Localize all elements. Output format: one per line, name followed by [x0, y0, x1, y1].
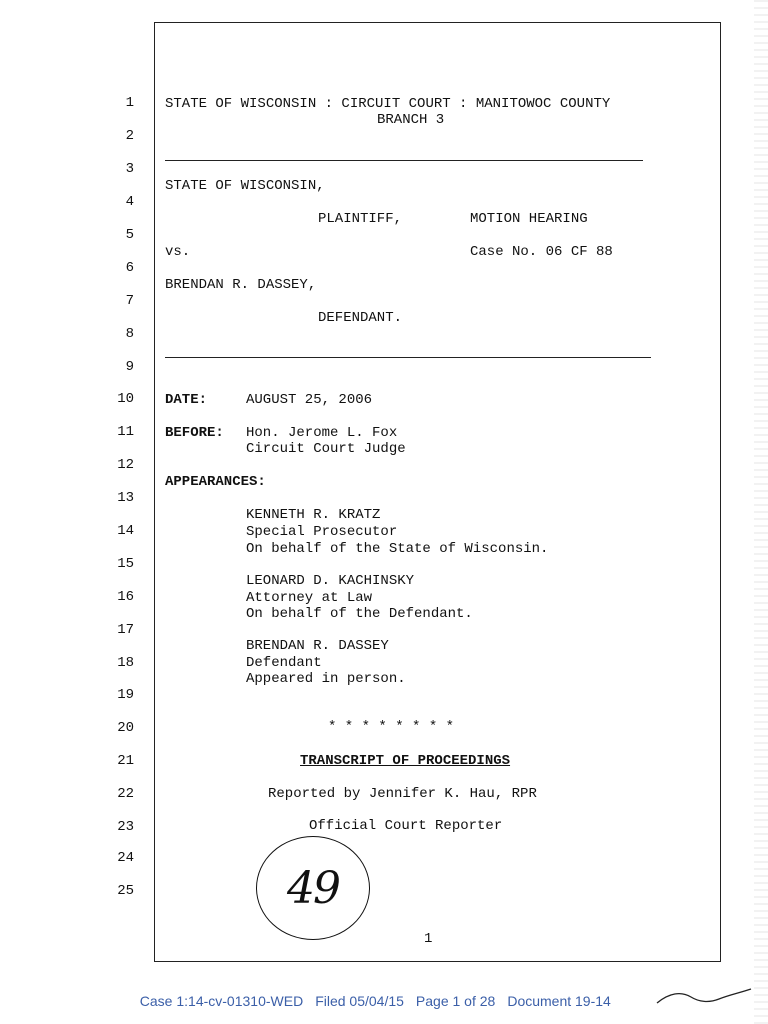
- reporter-title: Official Court Reporter: [309, 818, 503, 834]
- line-number: 19: [117, 687, 134, 703]
- plaintiff-name: STATE OF WISCONSIN,: [165, 178, 325, 194]
- line-number: 21: [117, 753, 134, 769]
- filing-footer: [132, 977, 623, 1009]
- line-number: 6: [125, 260, 134, 276]
- line-number: 7: [125, 293, 134, 309]
- date-label: DATE:: [165, 392, 208, 408]
- line-number: 16: [117, 589, 134, 605]
- line-number: 1: [125, 95, 134, 111]
- line-number: 20: [117, 720, 134, 736]
- exhibit-stamp-circle: [256, 836, 370, 940]
- line-number: 2: [125, 128, 134, 144]
- reported-by: Reported by Jennifer K. Hau, RPR: [268, 786, 537, 802]
- appearance-behalf: On behalf of the Defendant.: [246, 606, 473, 622]
- appearance-name: KENNETH R. KRATZ: [246, 507, 381, 523]
- line-number: 12: [117, 457, 134, 473]
- caption-rule-top: [165, 160, 643, 161]
- footer-document-number: Document 19-14: [507, 993, 611, 1009]
- hearing-type: MOTION HEARING: [470, 211, 588, 227]
- line-number: 23: [117, 819, 134, 835]
- line-number: 5: [125, 227, 134, 243]
- line-number: 22: [117, 786, 134, 802]
- caption-rule-bottom: [165, 357, 651, 358]
- appearance-title: Defendant: [246, 655, 322, 671]
- defendant-name: BRENDAN R. DASSEY,: [165, 277, 317, 293]
- exhibit-stamp-number: 49: [287, 862, 339, 914]
- court-branch: BRANCH 3: [377, 112, 445, 128]
- defendant-role: DEFENDANT.: [318, 310, 403, 326]
- before-label: BEFORE:: [165, 425, 224, 441]
- line-number: 13: [117, 490, 134, 506]
- line-number: 18: [117, 655, 134, 671]
- appearance-title: Attorney at Law: [246, 590, 373, 606]
- case-number: Case No. 06 CF 88: [470, 244, 613, 260]
- judge-name: Hon. Jerome L. Fox: [246, 425, 398, 441]
- line-number: 17: [117, 622, 134, 638]
- court-heading: STATE OF WISCONSIN : CIRCUIT COURT : MANITOWOC COUNTY: [165, 96, 611, 112]
- line-number: 24: [117, 850, 134, 866]
- plaintiff-role: PLAINTIFF,: [318, 211, 403, 227]
- page-number: 1: [424, 931, 433, 947]
- line-number: 10: [117, 391, 134, 407]
- appearance-name: LEONARD D. KACHINSKY: [246, 573, 415, 589]
- line-number: 4: [125, 194, 134, 210]
- footer-page-count: Page 1 of 28: [415, 993, 496, 1009]
- line-number: 15: [117, 556, 134, 572]
- footer-filed-date: Filed 05/04/15: [315, 993, 404, 1009]
- line-number: 9: [125, 359, 134, 375]
- line-number: 14: [117, 523, 134, 539]
- line-number: 8: [125, 326, 134, 342]
- line-number: 3: [125, 161, 134, 177]
- line-number: 25: [117, 883, 134, 899]
- transcript-title: TRANSCRIPT OF PROCEEDINGS: [300, 753, 511, 769]
- scan-edge-artifact: [754, 0, 768, 1024]
- appearance-behalf: Appeared in person.: [246, 671, 406, 687]
- date-value: AUGUST 25, 2006: [246, 392, 373, 408]
- appearance-behalf: On behalf of the State of Wisconsin.: [246, 541, 549, 557]
- appearance-title: Special Prosecutor: [246, 524, 398, 540]
- signature-mark: [655, 985, 755, 1011]
- appearances-label: APPEARANCES:: [165, 474, 266, 490]
- judge-title: Circuit Court Judge: [246, 441, 406, 457]
- line-number: 11: [117, 424, 134, 440]
- asterisk-divider: * * * * * * * *: [328, 719, 455, 735]
- versus: vs.: [165, 244, 191, 260]
- appearance-name: BRENDAN R. DASSEY: [246, 638, 389, 654]
- footer-case-number: Case 1:14-cv-01310-WED: [139, 993, 304, 1009]
